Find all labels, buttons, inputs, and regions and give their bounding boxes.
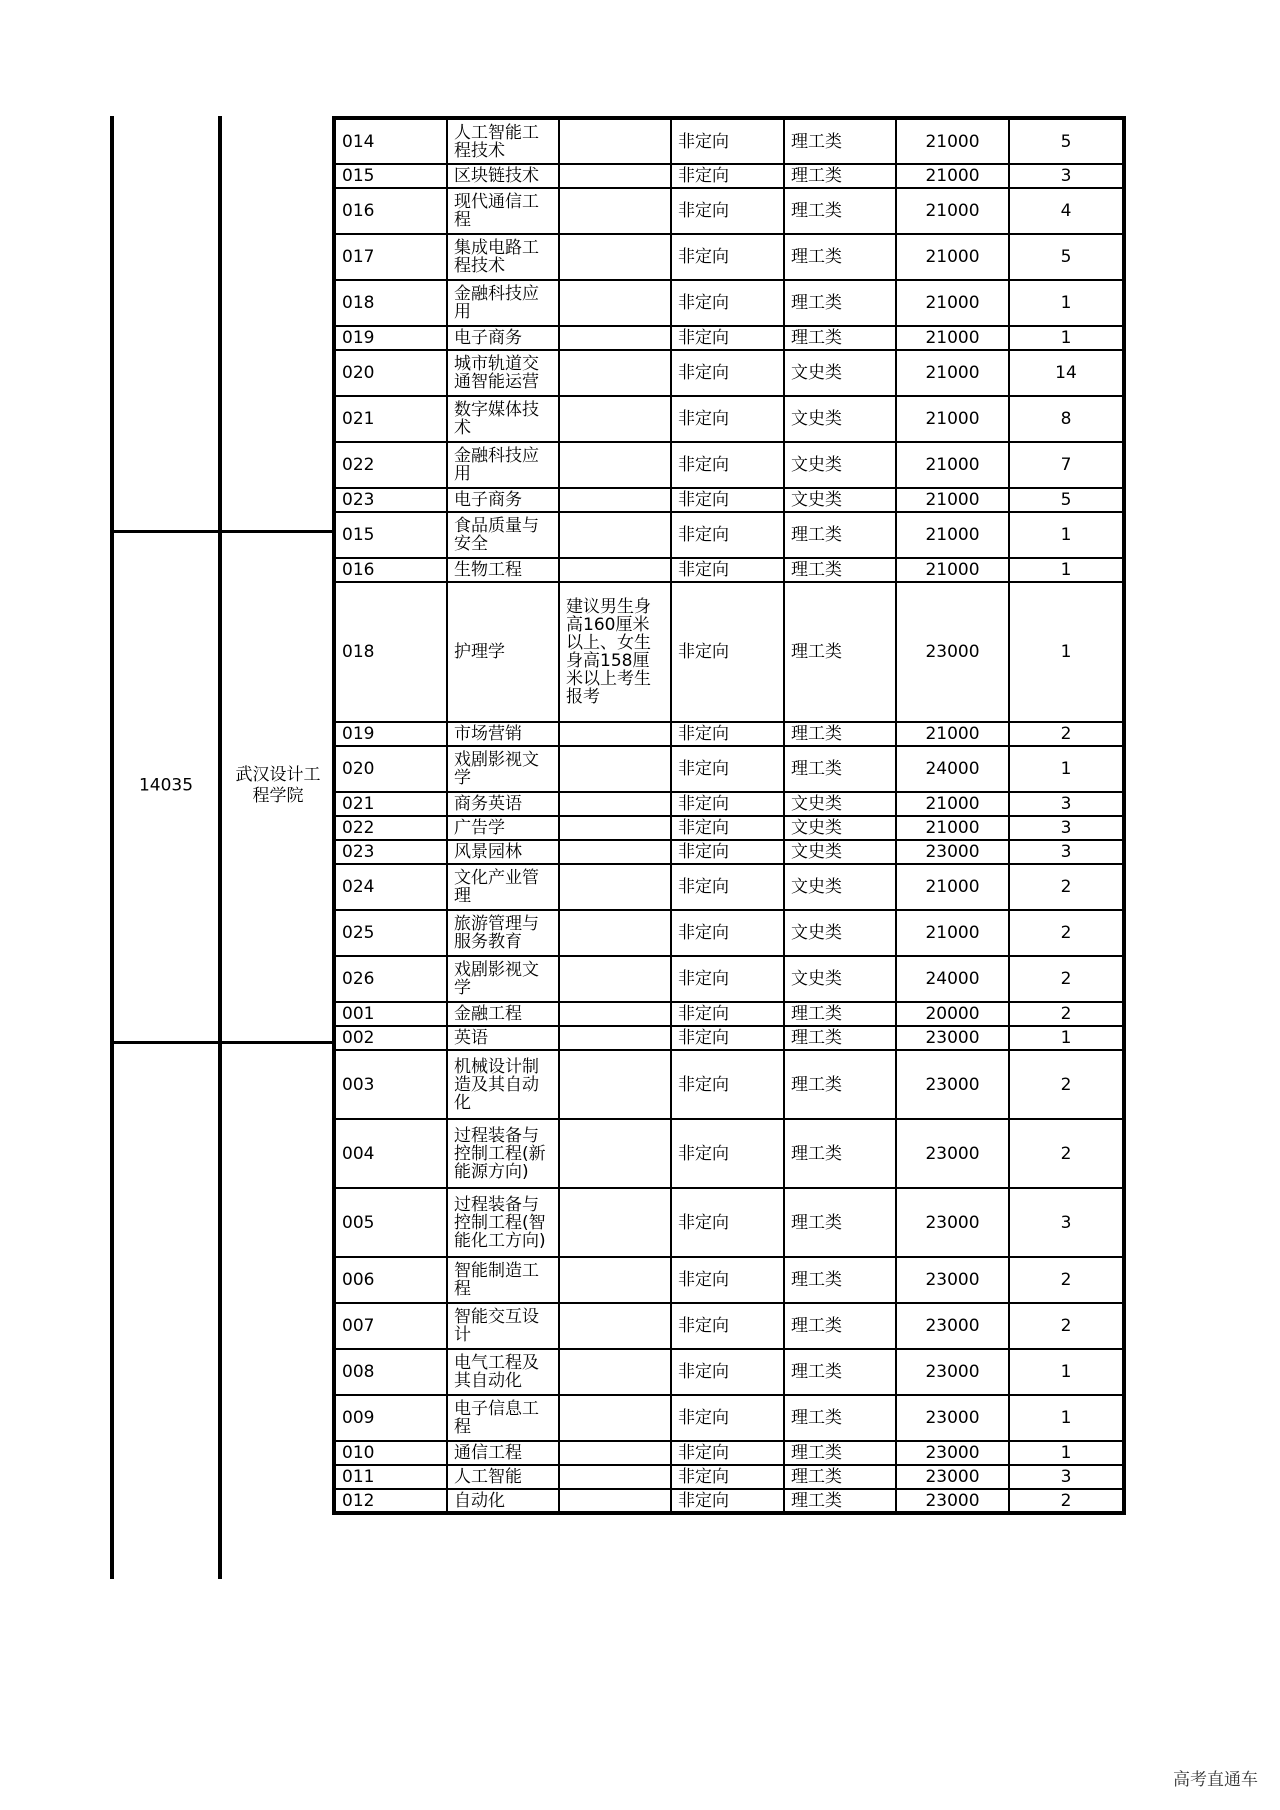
plan-count: 3 bbox=[1009, 792, 1124, 816]
major-code: 004 bbox=[334, 1119, 447, 1188]
table-row bbox=[334, 792, 1124, 816]
major-code: 016 bbox=[334, 558, 447, 582]
major-code: 022 bbox=[334, 816, 447, 840]
major-name: 过程装备与控制工程(智能化工方向) bbox=[447, 1188, 559, 1257]
major-code: 019 bbox=[334, 326, 447, 350]
table-row bbox=[334, 280, 1124, 326]
subject-category: 理工类 bbox=[784, 746, 896, 792]
tuition-fee: 21000 bbox=[896, 326, 1009, 350]
tuition-fee: 23000 bbox=[896, 1188, 1009, 1257]
major-code: 015 bbox=[334, 512, 447, 558]
tuition-fee: 23000 bbox=[896, 1465, 1009, 1489]
major-name: 人工智能 bbox=[447, 1465, 559, 1489]
major-note bbox=[559, 488, 671, 512]
school-name: 武汉设计工程学院 bbox=[235, 765, 321, 806]
subject-category: 理工类 bbox=[784, 188, 896, 234]
table-row bbox=[334, 1026, 1124, 1050]
plan-count: 5 bbox=[1009, 234, 1124, 280]
tuition-fee: 23000 bbox=[896, 840, 1009, 864]
tuition-fee: 21000 bbox=[896, 512, 1009, 558]
enrollment-direction: 非定向 bbox=[671, 1441, 784, 1465]
major-code: 015 bbox=[334, 164, 447, 188]
enrollment-direction: 非定向 bbox=[671, 1026, 784, 1050]
table-row bbox=[334, 816, 1124, 840]
table-row bbox=[334, 396, 1124, 442]
major-name: 生物工程 bbox=[447, 558, 559, 582]
enrollment-direction: 非定向 bbox=[671, 396, 784, 442]
major-note bbox=[559, 234, 671, 280]
major-name: 商务英语 bbox=[447, 792, 559, 816]
major-note bbox=[559, 1303, 671, 1349]
major-note bbox=[559, 442, 671, 488]
table-row bbox=[334, 1489, 1124, 1513]
major-note bbox=[559, 956, 671, 1002]
tuition-fee: 21000 bbox=[896, 234, 1009, 280]
major-code: 005 bbox=[334, 1188, 447, 1257]
major-name: 食品质量与安全 bbox=[447, 512, 559, 558]
table-row bbox=[334, 164, 1124, 188]
major-code: 024 bbox=[334, 864, 447, 910]
subject-category: 文史类 bbox=[784, 956, 896, 1002]
plan-count: 2 bbox=[1009, 1303, 1124, 1349]
tuition-fee: 23000 bbox=[896, 1441, 1009, 1465]
tuition-fee: 21000 bbox=[896, 488, 1009, 512]
subject-category: 理工类 bbox=[784, 1188, 896, 1257]
major-code: 003 bbox=[334, 1050, 447, 1119]
tuition-fee: 23000 bbox=[896, 1349, 1009, 1395]
tuition-fee: 24000 bbox=[896, 956, 1009, 1002]
school-code: 14035 bbox=[138, 775, 194, 796]
tuition-fee: 23000 bbox=[896, 1395, 1009, 1441]
tuition-fee: 23000 bbox=[896, 1257, 1009, 1303]
subject-category: 文史类 bbox=[784, 442, 896, 488]
major-code: 021 bbox=[334, 792, 447, 816]
school-name-cell bbox=[222, 116, 334, 531]
subject-category: 理工类 bbox=[784, 1257, 896, 1303]
major-name: 金融科技应用 bbox=[447, 280, 559, 326]
subject-category: 理工类 bbox=[784, 1441, 896, 1465]
major-note bbox=[559, 512, 671, 558]
school-name-cell bbox=[222, 531, 334, 1041]
major-note bbox=[559, 1026, 671, 1050]
tuition-fee: 21000 bbox=[896, 722, 1009, 746]
table-row bbox=[334, 956, 1124, 1002]
plan-count: 4 bbox=[1009, 188, 1124, 234]
table-row bbox=[334, 488, 1124, 512]
enrollment-table bbox=[332, 116, 1126, 1515]
tuition-fee: 21000 bbox=[896, 118, 1009, 164]
major-name: 戏剧影视文学 bbox=[447, 956, 559, 1002]
major-name: 通信工程 bbox=[447, 1441, 559, 1465]
tuition-fee: 21000 bbox=[896, 910, 1009, 956]
major-name: 人工智能工程技术 bbox=[447, 118, 559, 164]
table-row bbox=[334, 350, 1124, 396]
plan-count: 1 bbox=[1009, 1026, 1124, 1050]
major-name: 区块链技术 bbox=[447, 164, 559, 188]
subject-category: 文史类 bbox=[784, 488, 896, 512]
subject-category: 理工类 bbox=[784, 118, 896, 164]
school-group-1 bbox=[0, 116, 334, 531]
major-note bbox=[559, 558, 671, 582]
enrollment-direction: 非定向 bbox=[671, 1002, 784, 1026]
enrollment-direction: 非定向 bbox=[671, 722, 784, 746]
major-code: 011 bbox=[334, 1465, 447, 1489]
school-code-cell bbox=[110, 116, 222, 531]
tuition-fee: 23000 bbox=[896, 1050, 1009, 1119]
major-code: 022 bbox=[334, 442, 447, 488]
tuition-fee: 20000 bbox=[896, 1002, 1009, 1026]
enrollment-direction: 非定向 bbox=[671, 1489, 784, 1513]
major-code: 018 bbox=[334, 582, 447, 722]
subject-category: 理工类 bbox=[784, 1465, 896, 1489]
subject-category: 理工类 bbox=[784, 1303, 896, 1349]
plan-count: 2 bbox=[1009, 1002, 1124, 1026]
plan-count: 1 bbox=[1009, 280, 1124, 326]
plan-count: 1 bbox=[1009, 1441, 1124, 1465]
major-name: 电子商务 bbox=[447, 326, 559, 350]
table-row bbox=[334, 558, 1124, 582]
major-name: 智能制造工程 bbox=[447, 1257, 559, 1303]
enrollment-direction: 非定向 bbox=[671, 326, 784, 350]
tuition-fee: 21000 bbox=[896, 864, 1009, 910]
tuition-fee: 21000 bbox=[896, 442, 1009, 488]
major-note bbox=[559, 1188, 671, 1257]
major-name: 风景园林 bbox=[447, 840, 559, 864]
major-note bbox=[559, 118, 671, 164]
major-note bbox=[559, 722, 671, 746]
subject-category: 文史类 bbox=[784, 840, 896, 864]
major-code: 009 bbox=[334, 1395, 447, 1441]
subject-category: 理工类 bbox=[784, 1395, 896, 1441]
school-group-3 bbox=[0, 1043, 334, 1579]
tuition-fee: 21000 bbox=[896, 164, 1009, 188]
major-name: 护理学 bbox=[447, 582, 559, 722]
major-note bbox=[559, 1395, 671, 1441]
plan-count: 3 bbox=[1009, 164, 1124, 188]
major-code: 018 bbox=[334, 280, 447, 326]
major-name: 过程装备与控制工程(新能源方向) bbox=[447, 1119, 559, 1188]
enrollment-direction: 非定向 bbox=[671, 234, 784, 280]
enrollment-direction: 非定向 bbox=[671, 512, 784, 558]
enrollment-direction: 非定向 bbox=[671, 280, 784, 326]
major-name: 市场营销 bbox=[447, 722, 559, 746]
tuition-fee: 23000 bbox=[896, 1303, 1009, 1349]
tuition-fee: 21000 bbox=[896, 558, 1009, 582]
tuition-fee: 23000 bbox=[896, 1119, 1009, 1188]
major-name: 金融工程 bbox=[447, 1002, 559, 1026]
tuition-fee: 21000 bbox=[896, 350, 1009, 396]
table-row bbox=[334, 326, 1124, 350]
major-note bbox=[559, 280, 671, 326]
enrollment-direction: 非定向 bbox=[671, 816, 784, 840]
table-row bbox=[334, 234, 1124, 280]
major-code: 016 bbox=[334, 188, 447, 234]
tuition-fee: 23000 bbox=[896, 1026, 1009, 1050]
major-code: 012 bbox=[334, 1489, 447, 1513]
plan-count: 1 bbox=[1009, 1395, 1124, 1441]
major-name: 文化产业管理 bbox=[447, 864, 559, 910]
enrollment-direction: 非定向 bbox=[671, 1119, 784, 1188]
major-note bbox=[559, 746, 671, 792]
plan-count: 2 bbox=[1009, 722, 1124, 746]
tuition-fee: 21000 bbox=[896, 396, 1009, 442]
enrollment-direction: 非定向 bbox=[671, 582, 784, 722]
subject-category: 理工类 bbox=[784, 582, 896, 722]
major-note bbox=[559, 1489, 671, 1513]
watermark-text: 高考直通车 bbox=[1173, 1770, 1258, 1790]
school-group-2 bbox=[0, 531, 334, 1041]
enrollment-direction: 非定向 bbox=[671, 746, 784, 792]
major-code: 008 bbox=[334, 1349, 447, 1395]
enrollment-direction: 非定向 bbox=[671, 558, 784, 582]
table-row bbox=[334, 722, 1124, 746]
subject-category: 文史类 bbox=[784, 864, 896, 910]
school-code-cell bbox=[110, 531, 222, 1041]
enrollment-direction: 非定向 bbox=[671, 910, 784, 956]
plan-count: 5 bbox=[1009, 118, 1124, 164]
major-name: 现代通信工程 bbox=[447, 188, 559, 234]
major-code: 021 bbox=[334, 396, 447, 442]
tuition-fee: 23000 bbox=[896, 582, 1009, 722]
major-name: 城市轨道交通智能运营 bbox=[447, 350, 559, 396]
plan-count: 1 bbox=[1009, 582, 1124, 722]
subject-category: 文史类 bbox=[784, 816, 896, 840]
plan-count: 1 bbox=[1009, 1349, 1124, 1395]
major-code: 019 bbox=[334, 722, 447, 746]
major-note: 建议男生身高160厘米以上、女生身高158厘米以上考生报考 bbox=[559, 582, 671, 722]
major-note bbox=[559, 326, 671, 350]
table-row bbox=[334, 442, 1124, 488]
major-note bbox=[559, 910, 671, 956]
major-name: 数字媒体技术 bbox=[447, 396, 559, 442]
subject-category: 理工类 bbox=[784, 512, 896, 558]
major-name: 电子商务 bbox=[447, 488, 559, 512]
plan-count: 1 bbox=[1009, 558, 1124, 582]
major-note bbox=[559, 350, 671, 396]
table-row bbox=[334, 582, 1124, 722]
major-note bbox=[559, 864, 671, 910]
subject-category: 文史类 bbox=[784, 792, 896, 816]
table-row bbox=[334, 512, 1124, 558]
table-row bbox=[334, 1441, 1124, 1465]
plan-count: 14 bbox=[1009, 350, 1124, 396]
table-row bbox=[334, 1188, 1124, 1257]
plan-count: 2 bbox=[1009, 910, 1124, 956]
enrollment-direction: 非定向 bbox=[671, 1303, 784, 1349]
table-row bbox=[334, 910, 1124, 956]
tuition-fee: 24000 bbox=[896, 746, 1009, 792]
plan-count: 1 bbox=[1009, 512, 1124, 558]
subject-category: 理工类 bbox=[784, 1349, 896, 1395]
plan-count: 2 bbox=[1009, 1489, 1124, 1513]
plan-count: 3 bbox=[1009, 816, 1124, 840]
major-name: 广告学 bbox=[447, 816, 559, 840]
major-note bbox=[559, 396, 671, 442]
table-row bbox=[334, 1002, 1124, 1026]
major-name: 旅游管理与服务教育 bbox=[447, 910, 559, 956]
enrollment-direction: 非定向 bbox=[671, 1257, 784, 1303]
subject-category: 理工类 bbox=[784, 1489, 896, 1513]
major-code: 023 bbox=[334, 840, 447, 864]
major-name: 电子信息工程 bbox=[447, 1395, 559, 1441]
subject-category: 理工类 bbox=[784, 1050, 896, 1119]
major-note bbox=[559, 1050, 671, 1119]
major-code: 020 bbox=[334, 746, 447, 792]
plan-count: 2 bbox=[1009, 1050, 1124, 1119]
plan-count: 8 bbox=[1009, 396, 1124, 442]
enrollment-direction: 非定向 bbox=[671, 1349, 784, 1395]
major-code: 017 bbox=[334, 234, 447, 280]
enrollment-direction: 非定向 bbox=[671, 188, 784, 234]
subject-category: 理工类 bbox=[784, 722, 896, 746]
major-name: 戏剧影视文学 bbox=[447, 746, 559, 792]
plan-count: 2 bbox=[1009, 956, 1124, 1002]
enrollment-direction: 非定向 bbox=[671, 1465, 784, 1489]
major-code: 010 bbox=[334, 1441, 447, 1465]
major-note bbox=[559, 164, 671, 188]
table-row bbox=[334, 1465, 1124, 1489]
major-note bbox=[559, 1119, 671, 1188]
enrollment-direction: 非定向 bbox=[671, 1395, 784, 1441]
subject-category: 理工类 bbox=[784, 1026, 896, 1050]
enrollment-direction: 非定向 bbox=[671, 792, 784, 816]
enrollment-direction: 非定向 bbox=[671, 118, 784, 164]
major-code: 002 bbox=[334, 1026, 447, 1050]
enrollment-direction: 非定向 bbox=[671, 956, 784, 1002]
major-note bbox=[559, 1349, 671, 1395]
school-name-cell bbox=[222, 1043, 334, 1579]
major-note bbox=[559, 792, 671, 816]
enrollment-direction: 非定向 bbox=[671, 840, 784, 864]
table-row bbox=[334, 1349, 1124, 1395]
plan-count: 7 bbox=[1009, 442, 1124, 488]
tuition-fee: 23000 bbox=[896, 1489, 1009, 1513]
major-code: 023 bbox=[334, 488, 447, 512]
major-code: 020 bbox=[334, 350, 447, 396]
table-row bbox=[334, 1257, 1124, 1303]
major-note bbox=[559, 1257, 671, 1303]
major-code: 026 bbox=[334, 956, 447, 1002]
major-name: 英语 bbox=[447, 1026, 559, 1050]
major-note bbox=[559, 1441, 671, 1465]
enrollment-direction: 非定向 bbox=[671, 864, 784, 910]
table-row bbox=[334, 1395, 1124, 1441]
school-code-cell bbox=[110, 1043, 222, 1579]
major-code: 007 bbox=[334, 1303, 447, 1349]
major-note bbox=[559, 1465, 671, 1489]
plan-count: 1 bbox=[1009, 746, 1124, 792]
tuition-fee: 21000 bbox=[896, 792, 1009, 816]
tuition-fee: 21000 bbox=[896, 816, 1009, 840]
major-name: 集成电路工程技术 bbox=[447, 234, 559, 280]
major-note bbox=[559, 188, 671, 234]
subject-category: 理工类 bbox=[784, 280, 896, 326]
subject-category: 文史类 bbox=[784, 396, 896, 442]
enrollment-direction: 非定向 bbox=[671, 350, 784, 396]
enrollment-direction: 非定向 bbox=[671, 164, 784, 188]
major-name: 自动化 bbox=[447, 1489, 559, 1513]
table-row bbox=[334, 864, 1124, 910]
subject-category: 理工类 bbox=[784, 1119, 896, 1188]
major-code: 001 bbox=[334, 1002, 447, 1026]
major-name: 机械设计制造及其自动化 bbox=[447, 1050, 559, 1119]
subject-category: 文史类 bbox=[784, 910, 896, 956]
major-name: 电气工程及其自动化 bbox=[447, 1349, 559, 1395]
plan-count: 2 bbox=[1009, 864, 1124, 910]
major-note bbox=[559, 840, 671, 864]
major-note bbox=[559, 816, 671, 840]
plan-count: 3 bbox=[1009, 1188, 1124, 1257]
subject-category: 理工类 bbox=[784, 164, 896, 188]
table-row bbox=[334, 746, 1124, 792]
plan-count: 2 bbox=[1009, 1119, 1124, 1188]
major-code: 014 bbox=[334, 118, 447, 164]
enrollment-direction: 非定向 bbox=[671, 488, 784, 512]
subject-category: 理工类 bbox=[784, 1002, 896, 1026]
major-code: 006 bbox=[334, 1257, 447, 1303]
tuition-fee: 21000 bbox=[896, 280, 1009, 326]
table-row bbox=[334, 1303, 1124, 1349]
plan-count: 2 bbox=[1009, 1257, 1124, 1303]
table-row bbox=[334, 1050, 1124, 1119]
enrollment-direction: 非定向 bbox=[671, 1188, 784, 1257]
plan-count: 5 bbox=[1009, 488, 1124, 512]
subject-category: 理工类 bbox=[784, 558, 896, 582]
subject-category: 文史类 bbox=[784, 350, 896, 396]
plan-count: 3 bbox=[1009, 840, 1124, 864]
plan-count: 1 bbox=[1009, 326, 1124, 350]
tuition-fee: 21000 bbox=[896, 188, 1009, 234]
major-note bbox=[559, 1002, 671, 1026]
table-row bbox=[334, 118, 1124, 164]
table-row bbox=[334, 188, 1124, 234]
table-row bbox=[334, 1119, 1124, 1188]
major-code: 025 bbox=[334, 910, 447, 956]
plan-count: 3 bbox=[1009, 1465, 1124, 1489]
table-row bbox=[334, 840, 1124, 864]
enrollment-direction: 非定向 bbox=[671, 1050, 784, 1119]
enrollment-direction: 非定向 bbox=[671, 442, 784, 488]
major-name: 金融科技应用 bbox=[447, 442, 559, 488]
subject-category: 理工类 bbox=[784, 234, 896, 280]
subject-category: 理工类 bbox=[784, 326, 896, 350]
major-name: 智能交互设计 bbox=[447, 1303, 559, 1349]
